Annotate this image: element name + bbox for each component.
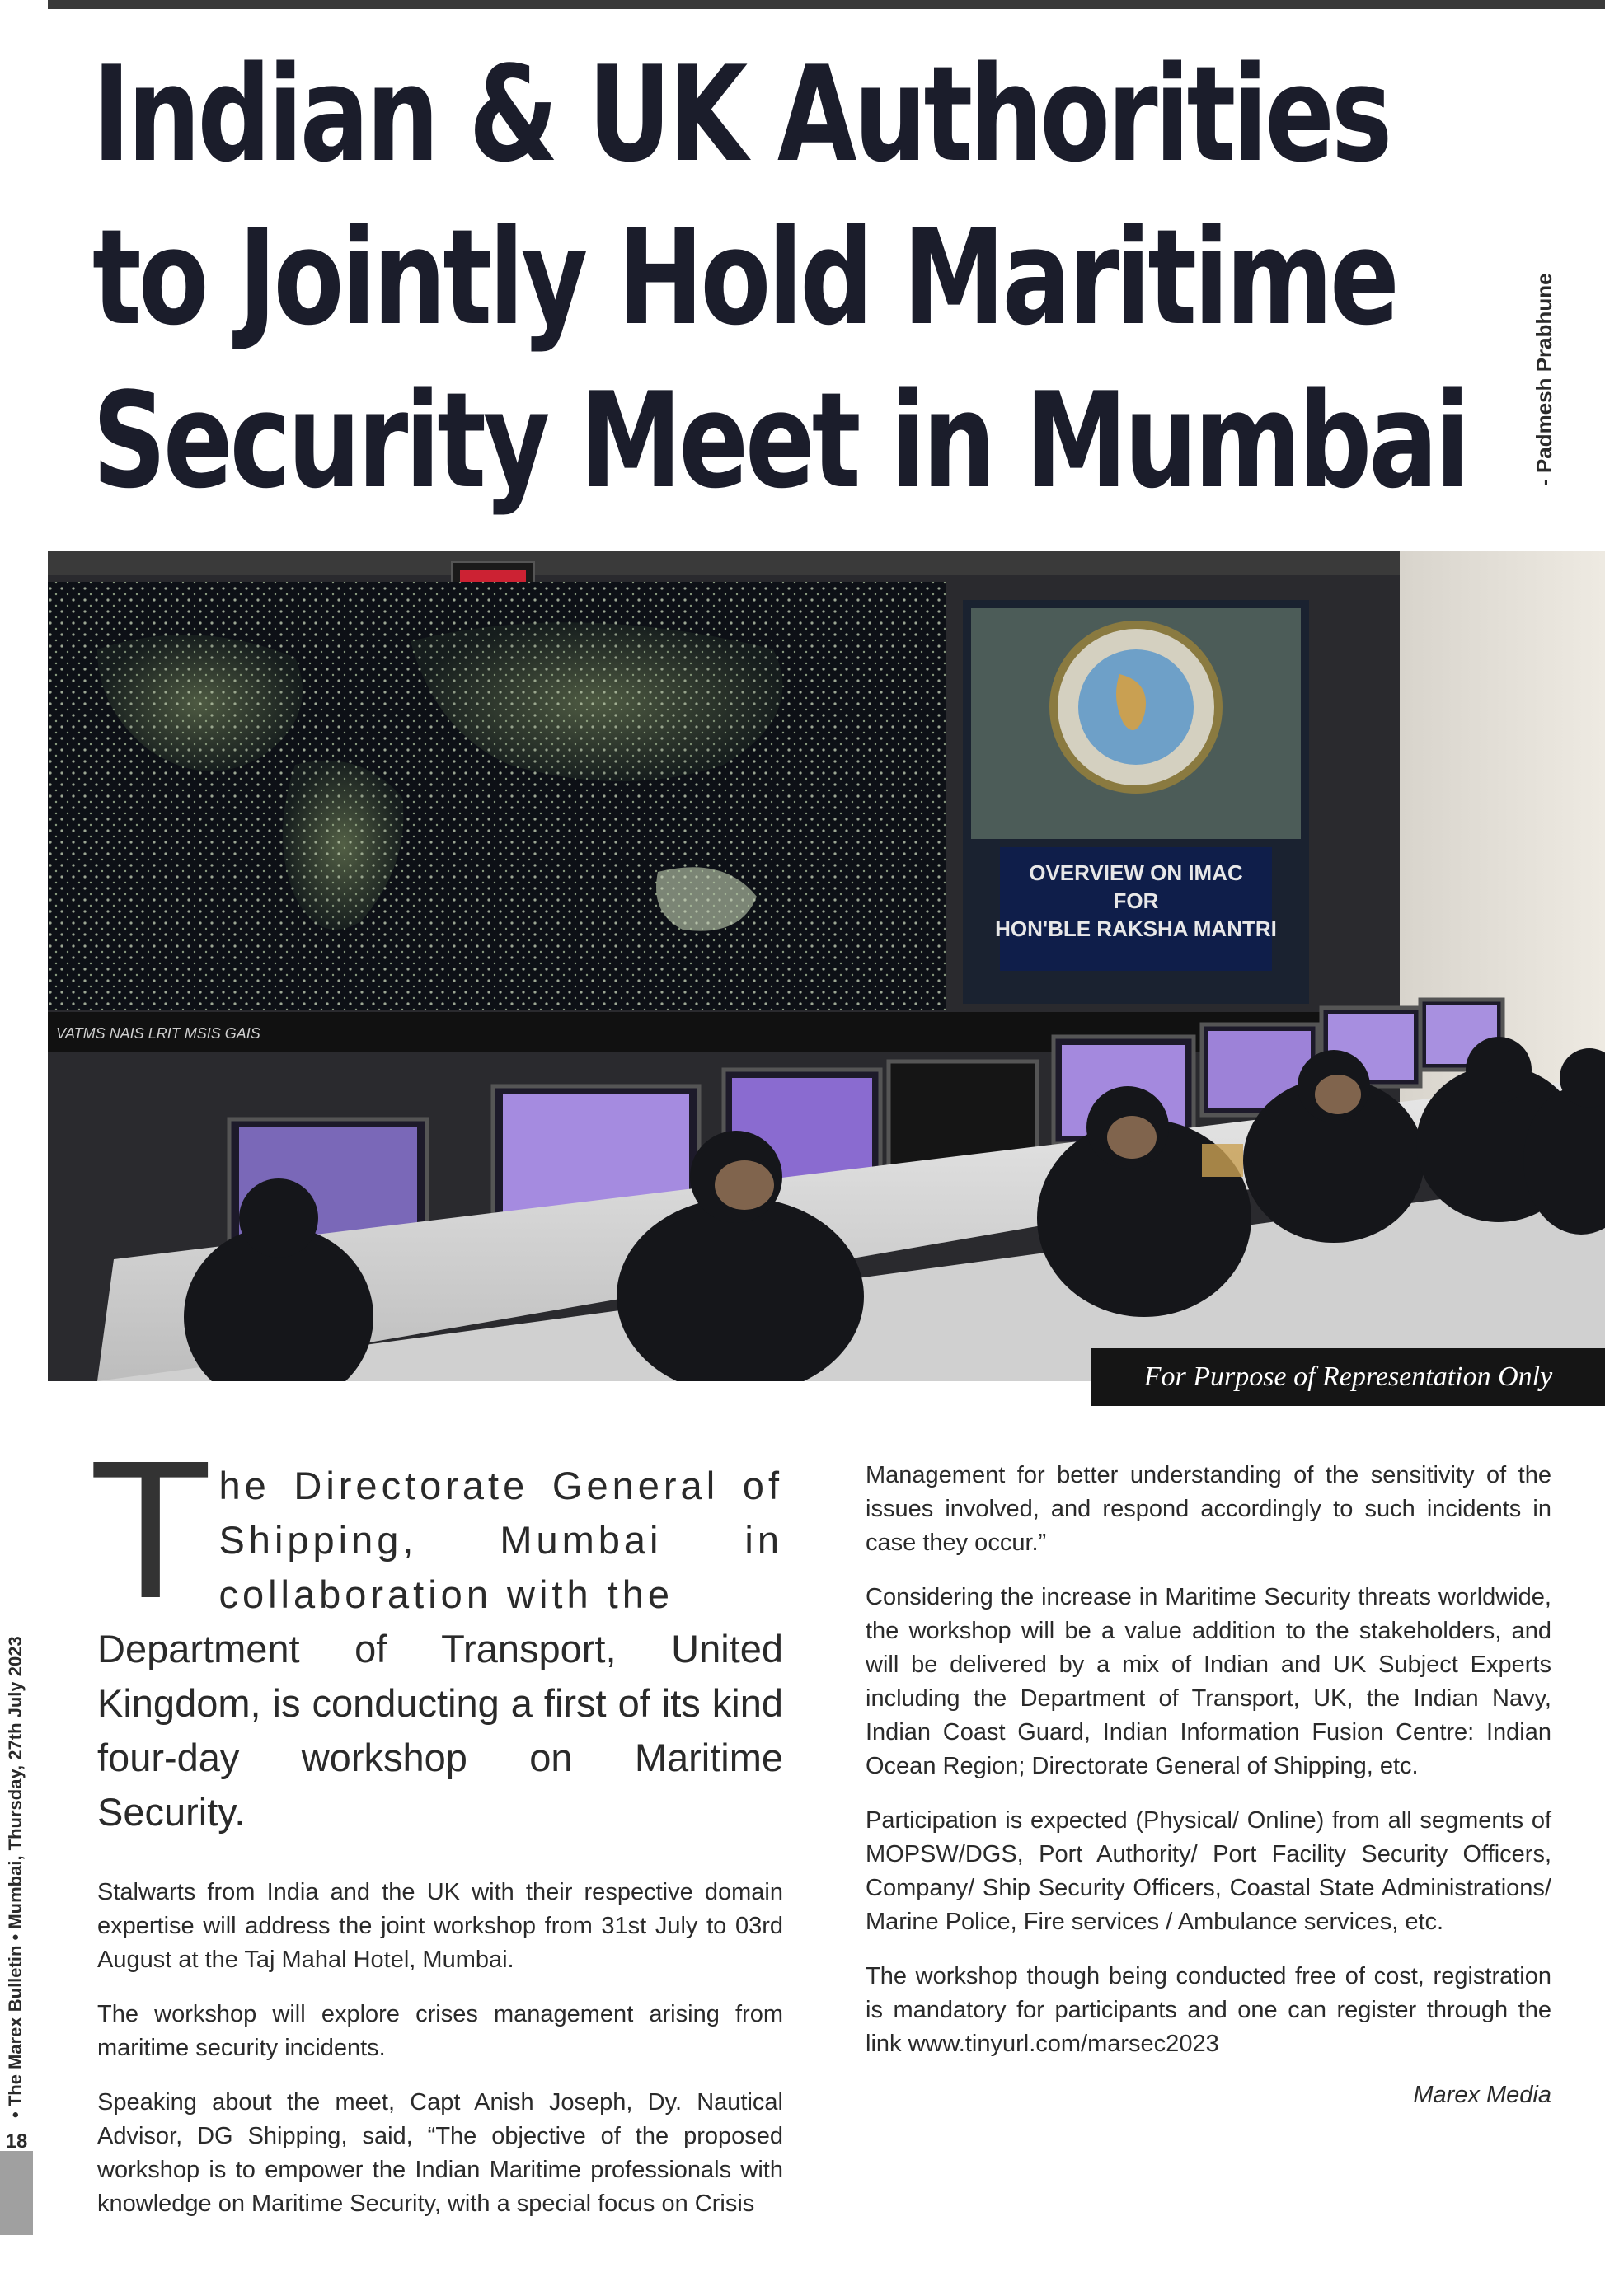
signoff: Marex Media	[1413, 2082, 1551, 2108]
photo-screen-line-3: HON'BLE RAKSHA MANTRI	[995, 916, 1277, 941]
body-paragraph: Considering the increase in Maritime Security threats worldwide, the workshop will be a value addition to the stakeholders, and will be delivered by a mix of Indian and UK Subject Experts including the Department of Transport, UK, the Indian Navy, Indian Coast Guard, Indian Information Fusion Centre: Indian Ocean Region; Directorate General of Shipping, etc.	[866, 1584, 1551, 1779]
left-column	[94, 1426, 783, 2242]
photo-ticker: VATMS NAIS LRIT MSIS GAIS	[56, 1025, 260, 1042]
photo-caption: For Purpose of Representation Only	[1091, 1348, 1605, 1406]
control-room-illustration	[48, 551, 1605, 1381]
right-column	[866, 1459, 1551, 2112]
headline-line-3: Security Meet in Mumbai	[92, 363, 1467, 518]
article-photo	[48, 551, 1605, 1381]
page-number: 18	[5, 2130, 28, 2153]
body-paragraph: Management for better understanding of the sensitivity of the issues involved, and respond accordingly to such incidents in case they occur.”	[866, 1462, 1551, 1556]
lead-paragraph-first: he Directorate General of Shipping, Mumbai in collaboration with the	[218, 1464, 783, 1616]
body-paragraph: Participation is expected (Physical/ Online) from all segments of MOPSW/DGS, Port Authority/ Port Facility Security Officers, Company/ Ship Security Officers, Coastal State Administrations/ Marine Police, Fire services / Ambulance services, etc.	[866, 1807, 1551, 1935]
photo-screen-line-2: FOR	[1113, 888, 1159, 913]
page-folio: • The Marex Bulletin • Mumbai, Thursday, 27th July 2023	[5, 1636, 26, 2118]
photo-screen-line-1: OVERVIEW ON IMAC	[1029, 860, 1243, 885]
article-headline	[92, 33, 1467, 522]
page-number-tab	[0, 2151, 33, 2235]
byline: - Padmesh Prabhune	[1532, 273, 1556, 486]
headline-line-2: to Jointly Hold Maritime	[92, 200, 1396, 354]
body-paragraph: The workshop though being conducted free of cost, registration is mandatory for participants and one can register through the link www.tinyurl.com/marsec2023	[866, 1963, 1551, 2057]
headline-line-1: Indian & UK Authorities	[92, 37, 1390, 191]
body-paragraph: The workshop will explore crises management arising from maritime security incidents.	[97, 2001, 783, 2061]
top-rule	[48, 0, 1605, 9]
body-paragraph: Stalwarts from India and the UK with their respective domain expertise will address the joint workshop from 31st July to 03rd August at the Taj Mahal Hotel, Mumbai.	[97, 1879, 783, 1973]
lead-paragraph-rest: Department of Transport, United Kingdom, is conducting a first of its kind four-day workshop on Maritime Security.	[97, 1627, 783, 1834]
body-paragraph: Speaking about the meet, Capt Anish Joseph, Dy. Nautical Advisor, DG Shipping, said, “The objective of the proposed workshop is to empower the Indian Maritime professionals with knowledge on Maritime Security, with a special focus on Crisis	[97, 2089, 783, 2217]
drop-cap: T	[94, 1426, 208, 1642]
